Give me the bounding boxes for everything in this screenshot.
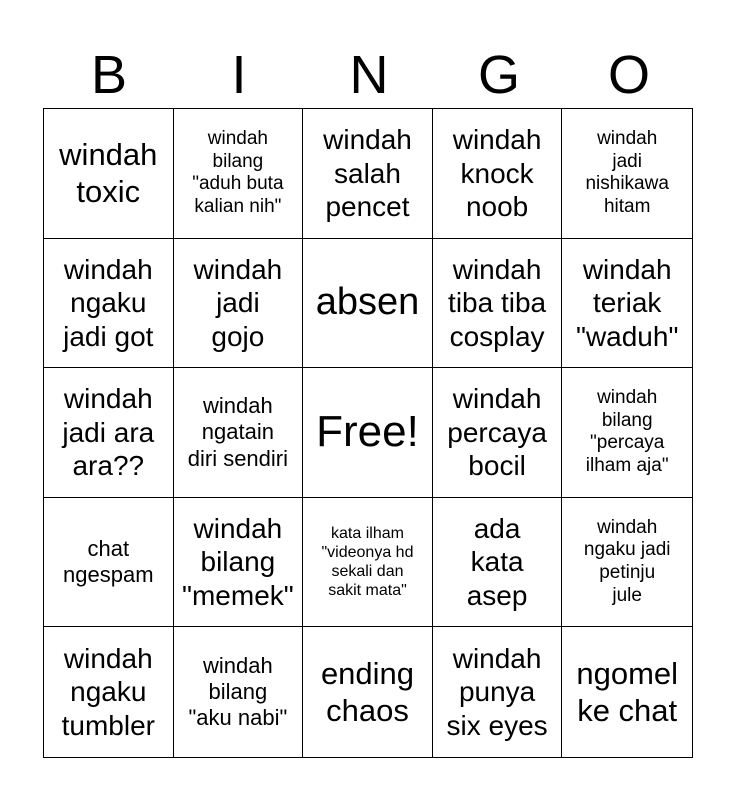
header-letter-o: O <box>607 45 650 105</box>
bingo-cell[interactable] <box>44 498 174 628</box>
free-space-cell[interactable] <box>303 368 433 498</box>
bingo-cell[interactable] <box>174 368 304 498</box>
bingo-cell[interactable] <box>44 627 174 757</box>
cell-text: windah tiba tiba cosplay <box>448 253 547 352</box>
bingo-cell[interactable] <box>174 498 304 628</box>
cell-text: windah bilang "aduh buta kalian nih" <box>192 127 284 218</box>
bingo-cell[interactable] <box>303 627 433 757</box>
bingo-cell[interactable] <box>562 498 692 628</box>
bingo-cell[interactable] <box>174 109 304 239</box>
cell-text: windah salah pencet <box>323 123 412 223</box>
cell-text: ngomel ke chat <box>576 656 679 729</box>
cell-text: ada kata asep <box>466 512 528 611</box>
cell-text: windah ngaku tumbler <box>61 642 155 741</box>
cell-text: windah jadi ara ara?? <box>62 383 155 482</box>
bingo-cell[interactable] <box>433 239 563 369</box>
header-letter-n: N <box>349 45 389 105</box>
cell-text: windah bilang "percaya ilham aja" <box>585 386 669 477</box>
cell-text: windah knock noob <box>452 123 542 223</box>
cell-text: windah percaya bocil <box>447 383 547 482</box>
bingo-cell[interactable] <box>174 239 304 369</box>
bingo-cell[interactable] <box>562 109 692 239</box>
bingo-cell[interactable] <box>433 109 563 239</box>
bingo-cell[interactable] <box>44 239 174 369</box>
cell-text: absen <box>315 281 420 324</box>
cell-text: windah ngaku jadi petinju jule <box>583 516 671 606</box>
header-letter-i: I <box>231 45 247 105</box>
bingo-header <box>44 40 694 110</box>
cell-text: windah teriak "waduh" <box>576 253 679 352</box>
cell-text: windah bilang "aku nabi" <box>188 652 288 731</box>
cell-text: windah jadi nishikawa hitam <box>585 127 669 218</box>
bingo-board <box>43 108 693 758</box>
cell-text: windah ngatain diri sendiri <box>187 392 289 471</box>
bingo-cell[interactable] <box>562 368 692 498</box>
bingo-cell[interactable] <box>303 239 433 369</box>
bingo-cell[interactable] <box>303 498 433 628</box>
bingo-cell[interactable] <box>44 368 174 498</box>
cell-text: ending chaos <box>320 656 415 729</box>
cell-text: windah jadi gojo <box>193 253 283 352</box>
header-letter-b: B <box>90 45 128 105</box>
cell-text: chat ngespam <box>63 535 154 588</box>
cell-text: windah toxic <box>59 137 158 210</box>
bingo-cell[interactable] <box>433 627 563 757</box>
bingo-cell[interactable] <box>303 109 433 239</box>
bingo-cell[interactable] <box>44 109 174 239</box>
bingo-cell[interactable] <box>562 627 692 757</box>
free-space-text: Free! <box>316 407 419 457</box>
bingo-cell[interactable] <box>562 239 692 369</box>
cell-text: windah bilang "memek" <box>182 512 294 611</box>
bingo-cell[interactable] <box>433 368 563 498</box>
cell-text: kata ilham "videonya hd sekali dan sakit mata" <box>321 524 414 600</box>
bingo-cell[interactable] <box>174 627 304 757</box>
cell-text: windah punya six eyes <box>446 642 548 741</box>
cell-text: windah ngaku jadi got <box>63 253 154 352</box>
bingo-cell[interactable] <box>433 498 563 628</box>
header-letter-g: G <box>477 45 520 105</box>
